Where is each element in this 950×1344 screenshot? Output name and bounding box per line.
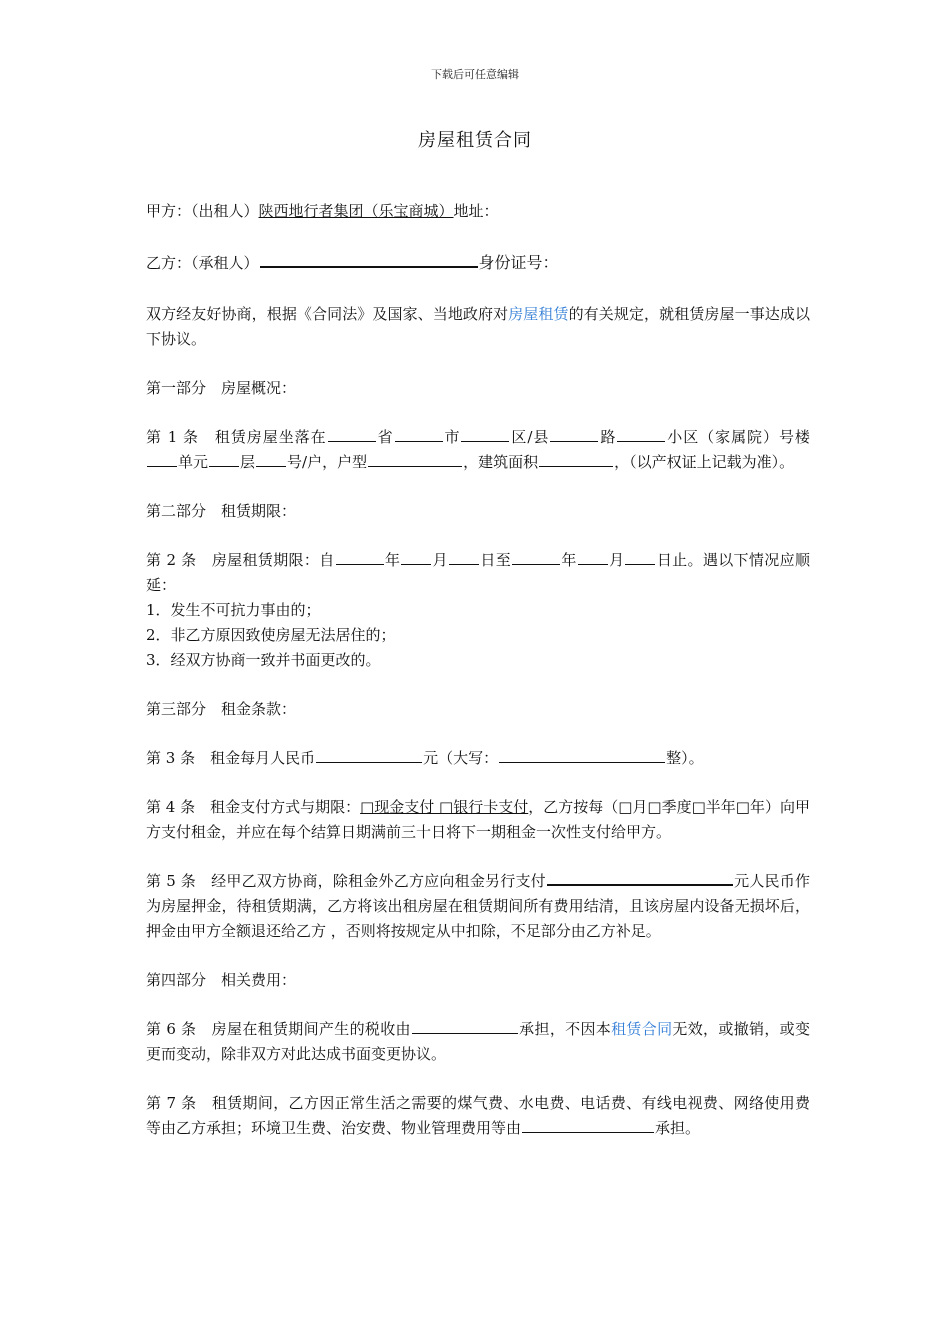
art2-yue-1: 月: [432, 551, 449, 569]
intro-link-housing-rental[interactable]: 房屋租赁: [508, 305, 569, 323]
party-a-address-label: 地址：: [453, 202, 499, 220]
art6-rest: 无效，或撤销，或变更而变动，除非双方对此达成书面变更协议。: [146, 1020, 810, 1063]
art6-text: 第 6 条 房屋在租赁期间产生的税收由: [146, 1020, 411, 1038]
art1-ceng: 层: [240, 453, 256, 471]
article-7: [146, 1091, 810, 1141]
start-month-blank[interactable]: [401, 549, 431, 565]
end-month-blank[interactable]: [578, 549, 608, 565]
tax-bearer-blank[interactable]: [412, 1018, 518, 1034]
art1-xiaoqu: 小区（家属院）: [666, 428, 779, 446]
article-3: [146, 746, 810, 771]
end-day-blank[interactable]: [625, 549, 655, 565]
party-a-label: 甲方：（出租人）: [146, 202, 259, 220]
art3-end: 整）。: [666, 749, 704, 767]
art1-sheng: 省: [376, 428, 394, 446]
article-4: [146, 795, 810, 845]
party-a-line: [146, 199, 810, 224]
art7-text: 第 7 条 租赁期间，乙方因正常生活之需要的煤气费、水电费、电话费、有线电视费、网络使用费等由乙方承担；环境卫生费、治安费、物业管理费用等由: [146, 1094, 810, 1137]
art5-rest: 元人民币作为房屋押金，待租赁期满，乙方将该出租房屋在租赁期间所有费用结清，且该房屋内设备无损坏后，押金由甲方全额退还给乙方 ，否则将按规定从中扣除，不足部分由乙方补足。: [146, 872, 810, 940]
payment-method-options[interactable]: □现金支付 □银行卡支付: [360, 798, 529, 816]
unit-blank[interactable]: [147, 451, 177, 467]
fees-bearer-blank[interactable]: [522, 1117, 654, 1133]
floor-blank[interactable]: [209, 451, 239, 467]
community-blank[interactable]: [617, 426, 665, 442]
art4-text: 第 4 条 租金支付方式与期限：: [146, 798, 361, 816]
list-item: 3．经双方协商一致并书面更改的。: [146, 651, 381, 669]
room-blank[interactable]: [256, 451, 286, 467]
art1-hao: 号/户，户型: [287, 453, 368, 471]
end-year-blank[interactable]: [512, 549, 560, 565]
intro-text-post: 的有关规定，就租赁房屋一事达成以下协议。: [146, 305, 810, 348]
intro-paragraph: [146, 302, 810, 352]
list-item: 1．发生不可抗力事由的；: [146, 601, 321, 619]
art2-rizhi2: 日止。遇以下情况应顺延：: [146, 551, 810, 594]
art5-text: 第 5 条 经甲乙双方协商，除租金外乙方应向租金另行支付: [146, 872, 546, 890]
art2-nian-2: 年: [561, 551, 577, 569]
art1-text: 第 1 条 租赁房屋坐落在: [146, 428, 327, 446]
art1-tail: ，（以产权证上记载为准）。: [614, 453, 795, 471]
province-blank[interactable]: [328, 426, 376, 442]
page-header-note: 下载后可任意编辑: [431, 68, 519, 81]
start-year-blank[interactable]: [336, 549, 384, 565]
party-b-name-blank[interactable]: [260, 251, 478, 268]
art1-shi: 市: [443, 428, 461, 446]
art1-lu: 路: [599, 428, 617, 446]
intro-text-pre: 双方经友好协商，根据《合同法》及国家、当地政府对: [146, 305, 509, 323]
start-day-blank[interactable]: [449, 549, 479, 565]
rental-contract-link[interactable]: 租赁合同: [611, 1020, 673, 1038]
part3-heading: 第三部分 租金条款：: [146, 700, 297, 718]
party-b-id-label: 身份证号：: [478, 253, 559, 272]
city-blank[interactable]: [395, 426, 443, 442]
article-6: [146, 1017, 810, 1067]
layout-blank[interactable]: [368, 451, 462, 467]
contract-body: [146, 199, 810, 1141]
party-b-label: 乙方：（承租人）: [146, 254, 259, 272]
part2-heading: 第二部分 租赁期限：: [146, 502, 297, 520]
art3-mid: 元（大写：: [423, 749, 499, 767]
art1-haolou: 号楼: [778, 428, 810, 446]
art6-mid: 承担，不因本: [518, 1020, 612, 1038]
article-2: [146, 548, 810, 598]
art1-area: ，建筑面积: [463, 453, 539, 471]
art1-qu: 区/县: [510, 428, 550, 446]
part4-heading: 第四部分 相关费用：: [146, 971, 297, 989]
art2-nian-1: 年: [384, 551, 401, 569]
art2-text: 第 2 条 房屋租赁期限：自: [146, 551, 335, 569]
monthly-rent-blank[interactable]: [316, 747, 422, 763]
part1-heading: 第一部分 房屋概况：: [146, 379, 297, 397]
art2-yue-2: 月: [608, 551, 625, 569]
party-b-line: [146, 250, 810, 276]
district-blank[interactable]: [461, 426, 509, 442]
art3-text: 第 3 条 租金每月人民币: [146, 749, 316, 767]
article-1: [146, 425, 810, 475]
article-5: [146, 869, 810, 944]
area-blank[interactable]: [539, 451, 613, 467]
deposit-blank[interactable]: [547, 869, 733, 886]
road-blank[interactable]: [550, 426, 598, 442]
art7-end: 承担。: [655, 1119, 701, 1137]
art1-danyuan: 单元: [178, 453, 209, 471]
rent-in-words-blank[interactable]: [499, 747, 665, 763]
art2-rizhi: 日至: [480, 551, 512, 569]
party-a-name: 陕西地行者集团（乐宝商城）: [258, 202, 454, 220]
list-item: 2．非乙方原因致使房屋无法居住的；: [146, 626, 396, 644]
document-title: 房屋租赁合同: [418, 130, 532, 151]
art4-rest: ，乙方按每（□月□季度□半年□年）向甲方支付租金，并应在每个结算日期满前三十日将下一期租金一次性支付给甲方。: [146, 798, 810, 841]
